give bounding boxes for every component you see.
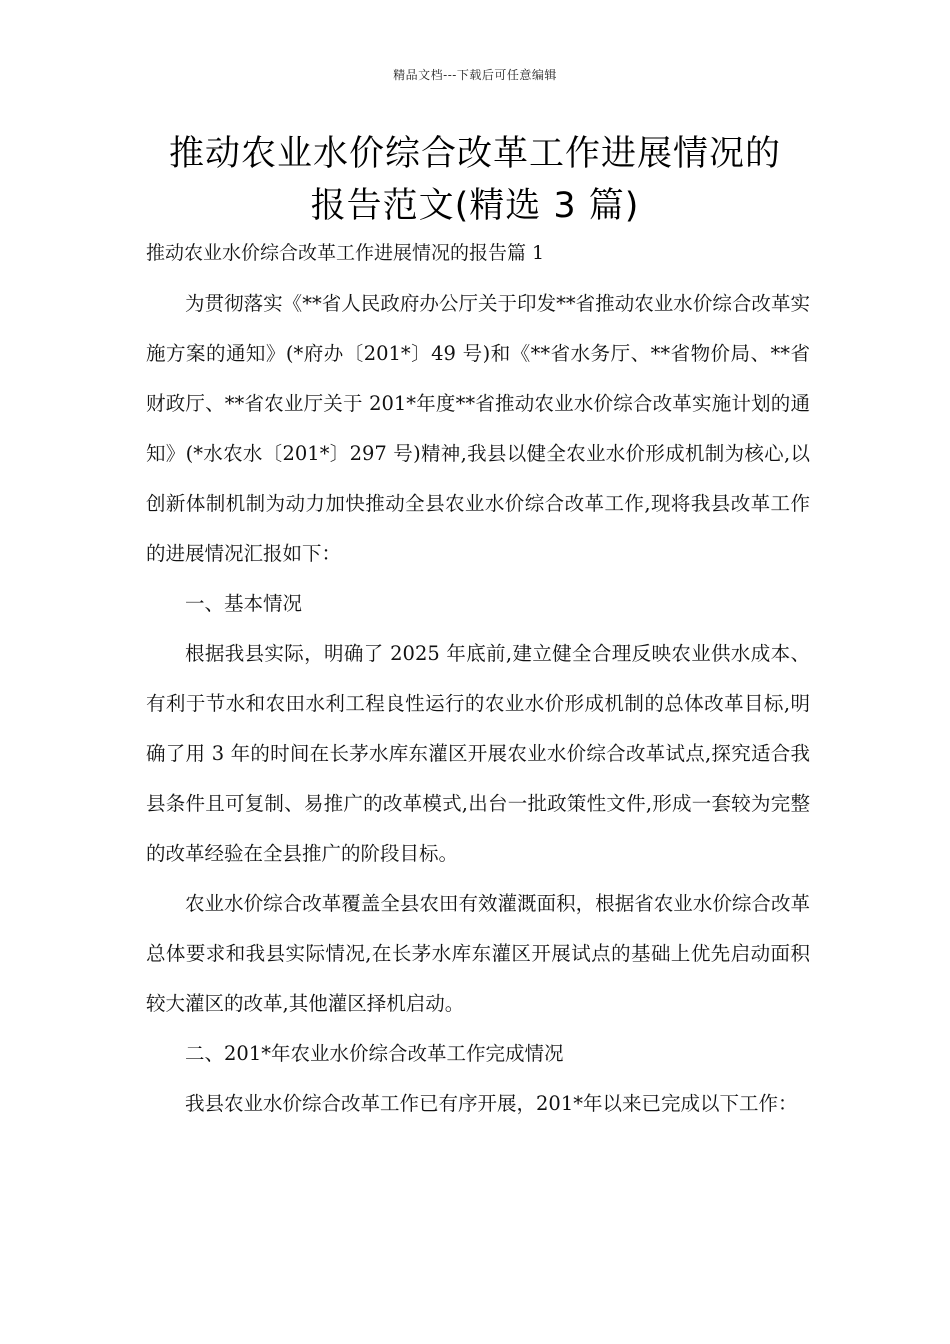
paragraph-coverage: 农业水价综合改革覆盖全县农田有效灌溉面积，根据省农业水价综合改革总体要求和我县实际情况,在长茅水库东灌区开展试点的基础上优先启动面积较大灌区的改革,其他灌区择机启动。 xyxy=(146,892,810,1015)
header-note: 精品文档---下载后可任意编辑 xyxy=(393,68,557,82)
section-subhead: 推动农业水价综合改革工作进展情况的报告篇 1 xyxy=(146,242,545,264)
paragraph-intro: 为贯彻落实《**省人民政府办公厅关于印发**省推动农业水价综合改革实施方案的通知》(*府办〔201*〕49 号)和《**省水务厅、**省物价局、**省财政厅、**省农业厅关于 201*年度**省推动农业水价综合改革实施计划的通知》(*水农水〔201*〕297 号)精神,我县以健全农业水价形成机制为核心,以创新体制机制为动力加快推动全县农业水价综合改革工作,现将我县改革工作的进展情况汇报如下： xyxy=(146,292,810,565)
title-line-2: 报告范文(精选 3 篇) xyxy=(310,186,640,226)
title-line-1: 推动农业水价综合改革工作进展情况的 xyxy=(168,134,781,174)
paragraph-basic-situation: 根据我县实际，明确了 2025 年底前,建立健全合理反映农业供水成本、有利于节水和农田水利工程良性运行的农业水价形成机制的总体改革目标,明确了用 3 年的时间在长茅水库东灌区开展农业水价综合改革试点,探究适合我县条件且可复制、易推广的改革模式,出台一批政策性文件,形成一套较为完整的改革经验在全县推广的阶段目标。 xyxy=(146,642,810,865)
paragraph-progress: 我县农业水价综合改革工作已有序开展，201*年以来已完成以下工作： xyxy=(185,1092,798,1115)
section-heading-basic: 一、基本情况 xyxy=(185,592,303,615)
document-body xyxy=(146,279,810,1129)
section-heading-progress: 二、201*年农业水价综合改革工作完成情况 xyxy=(185,1042,564,1065)
